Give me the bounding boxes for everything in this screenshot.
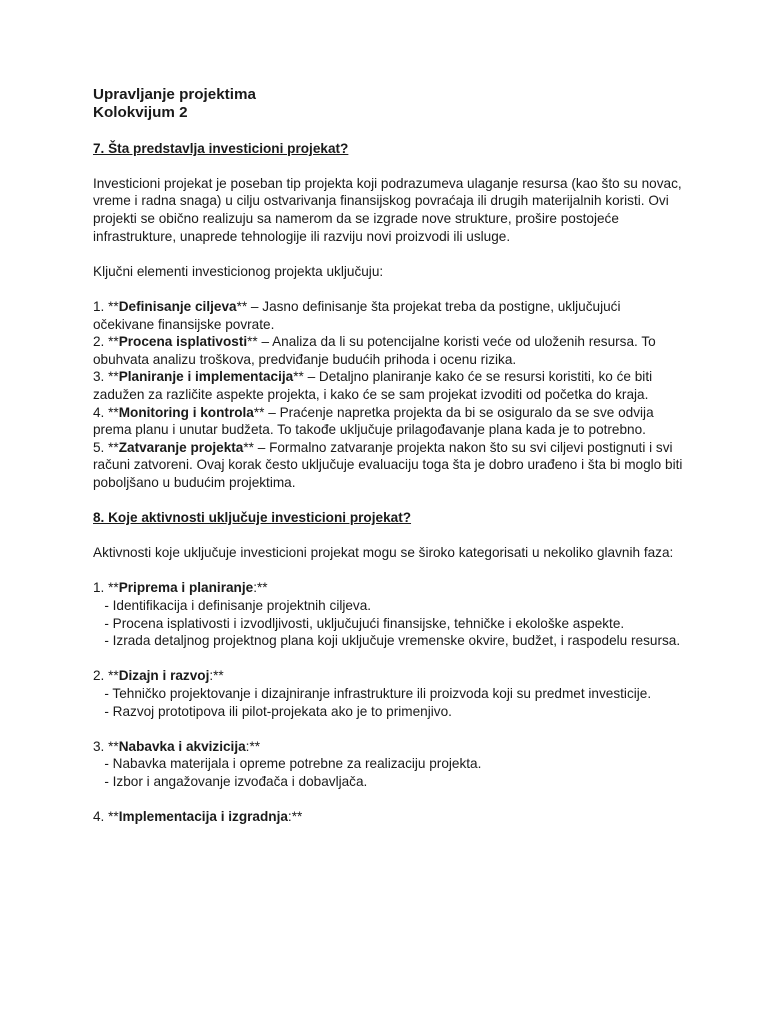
phase-title: 3. **Nabavka i akvizicija:** — [93, 738, 261, 754]
phase-bullet: - Izrada detaljnog projektnog plana koji uključuje vremenske okvire, budžet, i raspodelu resursa. — [93, 633, 681, 649]
question-8-heading: 8. Koje aktivnosti uključuje investicioni projekat? — [93, 510, 412, 526]
list-item: 4. **Monitoring i kontrola** – Praćenje napretka projekta da bi se osiguralo da se sve odvija prema planu i unutar budžeta. To takođe uključuje prilagođavanje plana kada je to potrebno. — [93, 404, 654, 438]
phase-bullet: - Izbor i angažovanje izvođača i dobavljača. — [93, 773, 368, 789]
question-7-intro: Investicioni projekat je poseban tip projekta koji podrazumeva ulaganje resursa (kao što su novac, vreme i radna snaga) u cilju ostvarivanja finansijskog povraćaja ili drugih materijalnih koristi. Ovi projekti se obično realizuju sa namerom da se izgrade nove strukture, prošire postojeće infrastrukture, unaprede tehnologije ili razviju novi proizvodi ili usluge. — [93, 175, 682, 244]
document-subtitle: Kolokvijum 2 — [93, 104, 188, 121]
list-item: 1. **Definisanje ciljeva** – Jasno definisanje šta projekat treba da postigne, uključujući očekivane finansijske povrate. — [93, 298, 621, 332]
list-item: 3. **Planiranje i implementacija** – Detaljno planiranje kako će se resursi koristiti, ko će biti zadužen za različite aspekte projekta, i kako će se sam projekat izvoditi od početka do kraja. — [93, 369, 653, 402]
list-item: 5. **Zatvaranje projekta** – Formalno zatvaranje projekta nakon što su svi ciljevi postignuti i svi računi zatvoreni. Ovaj korak često uključuje evaluaciju toga šta je dobro urađeno i šta bi moglo biti poboljšano u budućim projektima. — [93, 439, 683, 490]
question-7-list — [93, 298, 683, 492]
phase-bullet: - Nabavka materijala i opreme potrebne za realizaciju projekta. — [93, 756, 482, 772]
question-7-lead: Ključni elementi investicionog projekta uključuju: — [93, 263, 384, 279]
question-8-phase — [93, 808, 683, 826]
question-8-phase — [93, 579, 683, 649]
question-8-phase — [93, 667, 683, 720]
phase-bullet: - Identifikacija i definisanje projektnih ciljeva. — [93, 598, 372, 614]
question-8-phase — [93, 738, 683, 791]
question-7-heading: 7. Šta predstavlja investicioni projekat? — [93, 140, 349, 156]
phase-title: 2. **Dizajn i razvoj:** — [93, 668, 224, 684]
phase-bullet: - Razvoj prototipova ili pilot-projekata ako je to primenjivo. — [93, 703, 452, 719]
phase-bullet: - Tehničko projektovanje i dizajniranje infrastrukture ili proizvoda koji su predmet investicije. — [93, 686, 652, 701]
document-title: Upravljanje projektima — [93, 86, 256, 103]
question-8-intro: Aktivnosti koje uključuje investicioni projekat mogu se široko kategorisati u nekoliko glavnih faza: — [93, 545, 674, 561]
phase-title: 4. **Implementacija i izgradnja:** — [93, 809, 303, 825]
phase-title: 1. **Priprema i planiranje:** — [93, 580, 268, 596]
list-item: 2. **Procena isplativosti** – Analiza da li su potencijalne koristi veće od uloženih resursa. To obuhvata analizu troškova, predviđanje budućih prihoda i ocenu rizika. — [93, 334, 656, 367]
phase-bullet: - Procena isplativosti i izvodljivosti, uključujući finansijske, tehničke i ekološke aspekte. — [93, 615, 625, 631]
document-page — [93, 86, 683, 826]
